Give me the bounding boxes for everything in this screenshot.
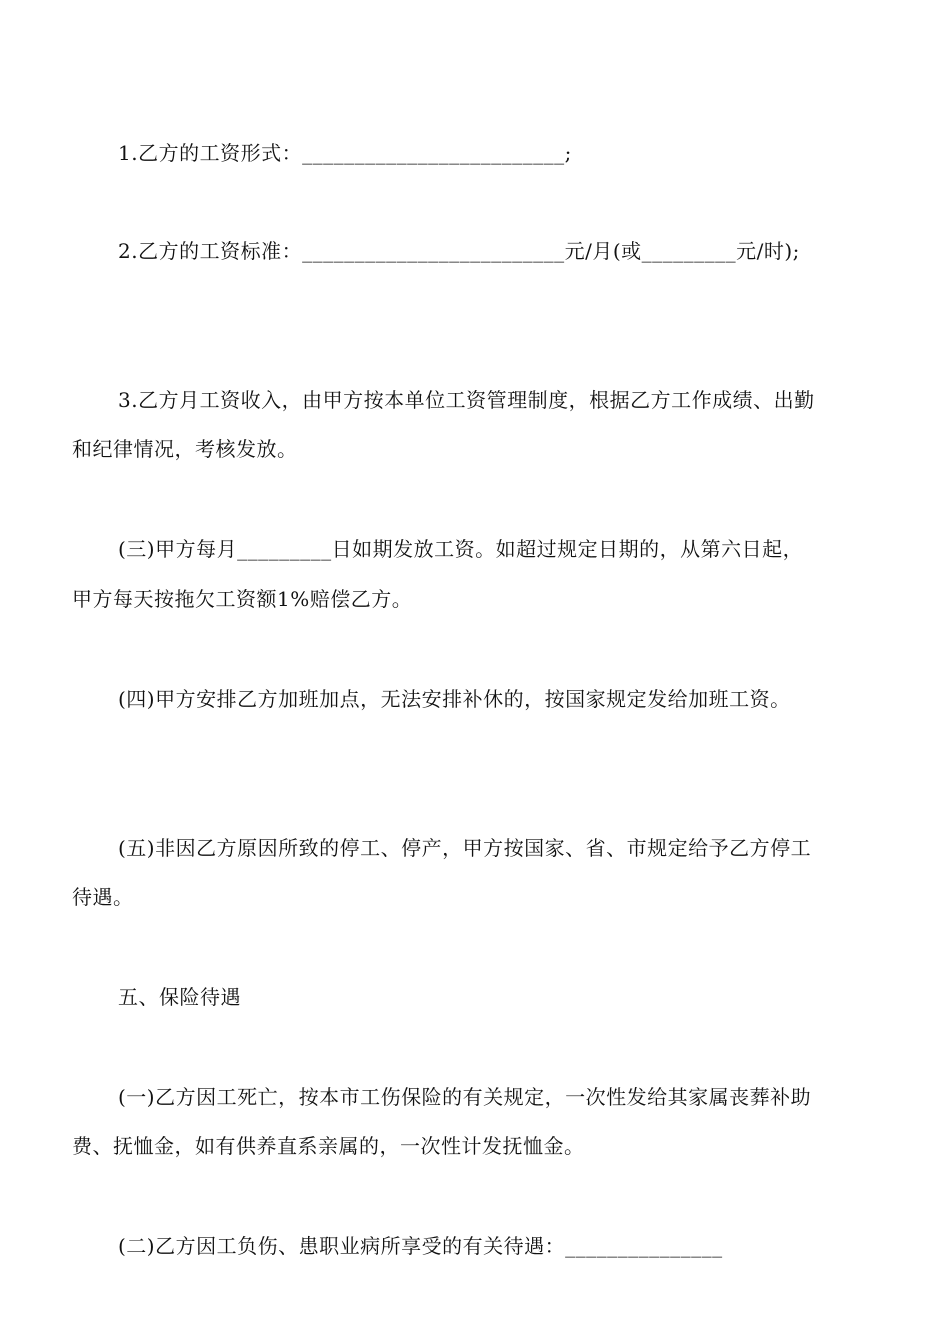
wage-standard-clause: 2.乙方的工资标准：_________________________元/月(或_________元/时); [118, 239, 800, 263]
work-death-clause-line-1: (一)乙方因工死亡，按本市工伤保险的有关规定，一次性发给其家属丧葬补助 [118, 1085, 812, 1109]
work-stoppage-clause-line-1: (五)非因乙方原因所致的停工、停产，甲方按国家、省、市规定给予乙方停工 [118, 836, 812, 860]
work-stoppage-clause-line-2: 待遇。 [72, 885, 134, 909]
work-injury-clause: (二)乙方因工负伤、患职业病所享受的有关待遇：_______________ [118, 1234, 723, 1258]
work-death-clause-line-2: 费、抚恤金，如有供养直系亲属的，一次性计发抚恤金。 [72, 1134, 585, 1158]
wage-form-clause: 1.乙方的工资形式：_________________________; [118, 141, 572, 165]
monthly-income-clause-line-1: 3.乙方月工资收入，由甲方按本单位工资管理制度，根据乙方工作成绩、出勤 [118, 388, 815, 412]
monthly-income-clause-line-2: 和纪律情况，考核发放。 [72, 437, 298, 461]
overtime-clause: (四)甲方安排乙方加班加点，无法安排补休的，按国家规定发给加班工资。 [118, 687, 791, 711]
payday-clause-line-2: 甲方每天按拖欠工资额1%赔偿乙方。 [72, 587, 413, 611]
payday-clause-line-1: (三)甲方每月_________日如期发放工资。如超过规定日期的，从第六日起， [118, 537, 804, 561]
section-heading-insurance: 五、保险待遇 [118, 985, 241, 1009]
